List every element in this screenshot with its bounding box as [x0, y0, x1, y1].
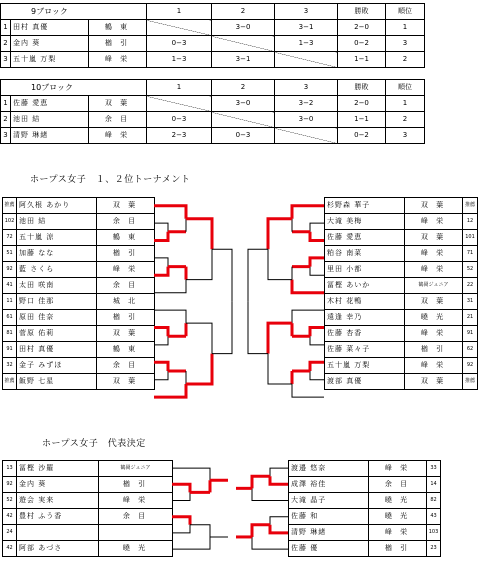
- player-name: 藍 さくら: [17, 262, 97, 278]
- wl-cell: 1−1: [338, 52, 386, 68]
- bracket-line: [172, 492, 190, 500]
- player-name: 五十嵐 涼: [17, 230, 97, 246]
- bracket-line: [292, 280, 324, 293]
- seed-number: 21: [463, 310, 478, 326]
- player-name: 菅原 佑莉: [17, 326, 97, 342]
- row-no: 2: [1, 36, 11, 52]
- team-name: 双 葉: [97, 198, 155, 214]
- team-name: 城 北: [97, 294, 155, 310]
- seed-number: 102: [3, 214, 17, 230]
- bracket-line: [154, 258, 168, 267]
- bracket-line: [212, 249, 232, 301]
- bracket-line: [154, 232, 168, 241]
- rank-cell: 2: [386, 52, 425, 68]
- bracket-line: [292, 384, 324, 397]
- rr9-head-1: 1: [147, 4, 212, 20]
- rank-cell: 1: [386, 20, 425, 36]
- seed-number: 61: [3, 310, 17, 326]
- player-name: 五十嵐 万梨: [325, 358, 405, 374]
- score-cell: 3−1: [275, 20, 338, 36]
- team-name: 双 葉: [405, 294, 463, 310]
- team-name: 峰 栄: [405, 358, 463, 374]
- player-name: 渡部 真優: [325, 374, 405, 390]
- seed-number: 33: [427, 461, 441, 477]
- seed-number: 92: [3, 477, 17, 493]
- team-name: 峰 栄: [369, 525, 427, 541]
- seed-number: 72: [3, 230, 17, 246]
- wl-cell: 1−1: [338, 112, 386, 128]
- seed-number: 92: [3, 262, 17, 278]
- bracket-line: [172, 537, 210, 549]
- bracket-line: [268, 354, 292, 384]
- team-name: 峰 栄: [405, 326, 463, 342]
- team-name: 峰 栄: [97, 262, 155, 278]
- seed-number: 91: [3, 342, 17, 358]
- rr10-head-1: 1: [147, 80, 212, 96]
- player-name: 佐藤 愛恵: [325, 230, 405, 246]
- bracket-line: [310, 267, 324, 276]
- bracket-line: [270, 476, 288, 484]
- row-no: 3: [1, 52, 11, 68]
- player-name: 田村 真優: [17, 342, 97, 358]
- team-name: 峰 栄: [405, 262, 463, 278]
- bracket-line: [154, 362, 168, 371]
- bracket-line: [270, 517, 288, 525]
- player-name: 阿部 あづさ: [17, 541, 99, 557]
- bracket-line: [154, 310, 186, 323]
- rr10-head-wl: 勝敗: [338, 80, 386, 96]
- score-cell: 3−1: [212, 52, 275, 68]
- team-name: 楢 引: [89, 36, 147, 52]
- score-cell: 2−3: [147, 128, 212, 144]
- rr9-head-3: 3: [275, 4, 338, 20]
- player-name: 杉野森 華子: [325, 198, 405, 214]
- bracket-line: [252, 476, 270, 488]
- score-cell: 0−3: [212, 128, 275, 144]
- player-name: 金内 葵: [17, 477, 99, 493]
- seed-number: 推薦: [3, 198, 17, 214]
- team-name: 余 目: [89, 112, 147, 128]
- team-name: 楢 引: [369, 541, 427, 557]
- team-name: 双 葉: [89, 96, 147, 112]
- wl-cell: 0−2: [338, 128, 386, 144]
- team-name: 鶴岡ジュニア: [405, 278, 463, 294]
- player-name: 清野 琳緒: [289, 525, 369, 541]
- seed-number: 81: [3, 326, 17, 342]
- seed-number: 24: [3, 525, 17, 541]
- bracket-line: [270, 468, 288, 476]
- team-name: 余 目: [97, 358, 155, 374]
- player-name: 佐藤 菜々子: [325, 342, 405, 358]
- bracket-line: [172, 484, 190, 492]
- team-name: 双 葉: [405, 198, 463, 214]
- row-no: 1: [1, 96, 11, 112]
- player-name: 冨樫 あいか: [325, 278, 405, 294]
- seed-number: 12: [463, 214, 478, 230]
- rr9-head-wl: 勝敗: [338, 4, 386, 20]
- bracket-line: [154, 328, 168, 337]
- bracket-line: [270, 525, 288, 533]
- seed-number: 推薦: [463, 374, 478, 390]
- row-no: 2: [1, 112, 11, 128]
- player-name: 原田 佳奈: [17, 310, 97, 326]
- player-name: 五十嵐 万梨: [11, 52, 89, 68]
- seed-number: 23: [427, 541, 441, 557]
- team-name: 楢 引: [97, 310, 155, 326]
- rr10-head-3: 3: [275, 80, 338, 96]
- team-name: 曉 光: [369, 493, 427, 509]
- player-name: 遠逢 幸乃: [325, 310, 405, 326]
- player-name: 加藤 なな: [17, 246, 97, 262]
- bracket-line: [292, 206, 324, 219]
- team-name: 鶴 東: [97, 230, 155, 246]
- player-name: 金内 葵: [11, 36, 89, 52]
- seed-number: 13: [3, 461, 17, 477]
- bracket-line: [154, 384, 186, 397]
- bracket-line: [186, 219, 212, 249]
- bracket-line: [190, 525, 210, 537]
- bracket-line: [268, 219, 292, 249]
- team-name: 楢 引: [97, 246, 155, 262]
- team-name: 余 目: [99, 509, 173, 525]
- team-name: 楢 引: [405, 342, 463, 358]
- bracket-line: [172, 525, 190, 533]
- team-name: 余 目: [97, 278, 155, 294]
- bracket-line: [154, 280, 186, 293]
- player-name: 里田 小都: [325, 262, 405, 278]
- player-name: 佐藤 和: [289, 509, 369, 525]
- tourn1-title: ホープス女子 １、２位トーナメント: [30, 175, 191, 185]
- seed-number: 71: [463, 246, 478, 262]
- player-name: 佐藤 愛恵: [11, 96, 89, 112]
- tourn2-title: ホープス女子 代表決定: [42, 439, 146, 449]
- seed-number: 43: [427, 509, 441, 525]
- player-name: 粕谷 南菜: [325, 246, 405, 262]
- bracket-line: [310, 362, 324, 371]
- team-name: 曉 光: [369, 509, 427, 525]
- bracket-line: [252, 525, 270, 537]
- team-name: 双 葉: [97, 326, 155, 342]
- seed-number: 62: [463, 342, 478, 358]
- bracket-line: [310, 232, 324, 241]
- wl-cell: 2−0: [338, 96, 386, 112]
- bracket-line: [292, 310, 324, 323]
- bracket-line: [310, 223, 324, 232]
- bracket-line: [186, 249, 212, 279]
- seed-number: 22: [463, 278, 478, 294]
- player-name: 飯野 七星: [17, 374, 97, 390]
- bracket-line: [252, 537, 288, 549]
- team-name: 余 目: [97, 214, 155, 230]
- seed-number: 42: [3, 541, 17, 557]
- team-name: 余 目: [369, 477, 427, 493]
- rank-cell: 1: [386, 96, 425, 112]
- row-no: 1: [1, 20, 11, 36]
- score-cell: 1−3: [275, 36, 338, 52]
- score-cell: 3−0: [212, 96, 275, 112]
- player-name: 清野 琳緒: [11, 128, 89, 144]
- bracket-line: [252, 488, 288, 500]
- seed-number: 31: [463, 294, 478, 310]
- team-name: 峰 栄: [369, 461, 427, 477]
- bracket-line: [268, 323, 292, 353]
- bracket-line: [310, 371, 324, 380]
- score-cell: 3−2: [275, 96, 338, 112]
- bracket-line: [248, 249, 268, 301]
- team-name: 峰 栄: [89, 128, 147, 144]
- team-name: 峰 栄: [405, 246, 463, 262]
- seed-number: 52: [3, 493, 17, 509]
- row-no: 3: [1, 128, 11, 144]
- wl-cell: 0−2: [338, 36, 386, 52]
- seed-number: 82: [427, 493, 441, 509]
- seed-number: 42: [3, 509, 17, 525]
- player-name: 野口 佳那: [17, 294, 97, 310]
- team-name: 鶴 東: [89, 20, 147, 36]
- bracket-line: [186, 323, 212, 353]
- rank-cell: 3: [386, 128, 425, 144]
- bracket-line: [154, 223, 168, 232]
- player-name: 冨樫 沙羅: [17, 461, 99, 477]
- team-name: 鶴 東: [97, 342, 155, 358]
- seed-number: 11: [3, 294, 17, 310]
- seed-number: 101: [463, 230, 478, 246]
- seed-number: 推薦: [3, 374, 17, 390]
- rr9-head-rank: 順位: [386, 4, 425, 20]
- player-name: 金子 みずほ: [17, 358, 97, 374]
- bracket-line: [172, 517, 190, 525]
- score-cell: 0−3: [147, 112, 212, 128]
- seed-number: 14: [427, 477, 441, 493]
- player-name: 大滝 晶子: [289, 493, 369, 509]
- bracket-line: [310, 336, 324, 345]
- rank-cell: 3: [386, 36, 425, 52]
- player-name: 木村 花鴨: [325, 294, 405, 310]
- score-cell: 3−0: [212, 20, 275, 36]
- score-cell: 1−3: [147, 52, 212, 68]
- seed-number: 103: [427, 525, 441, 541]
- player-name: 太田 咲南: [17, 278, 97, 294]
- seed-number: 91: [463, 326, 478, 342]
- score-cell: 0−3: [147, 36, 212, 52]
- bracket-line: [154, 371, 168, 380]
- bracket-line: [310, 328, 324, 337]
- rr10-title: 10ブロック: [1, 80, 147, 96]
- rr9-title: 9ブロック: [1, 4, 147, 20]
- seed-number: 52: [463, 262, 478, 278]
- seed-number: 51: [3, 246, 17, 262]
- team-name: 峰 栄: [405, 214, 463, 230]
- player-name: 成澤 裕佳: [289, 477, 369, 493]
- player-name: 佐藤 杏香: [325, 326, 405, 342]
- wl-cell: 2−0: [338, 20, 386, 36]
- team-name: 峰 栄: [89, 52, 147, 68]
- player-name: 渡邉 悠奈: [289, 461, 369, 477]
- bracket-line: [310, 258, 324, 267]
- team-name: 双 葉: [97, 374, 155, 390]
- player-name: 豊村 ふう香: [17, 509, 99, 525]
- bracket-line: [154, 336, 168, 345]
- bracket-line: [172, 468, 210, 480]
- team-name: 双 葉: [405, 230, 463, 246]
- rr10-head-rank: 順位: [386, 80, 425, 96]
- player-name: 大滝 美梅: [325, 214, 405, 230]
- team-name: 曉 光: [99, 541, 173, 557]
- seed-number: 41: [3, 278, 17, 294]
- seed-number: 32: [3, 358, 17, 374]
- score-cell: 3−0: [275, 112, 338, 128]
- team-name: 楢 引: [99, 477, 173, 493]
- player-name: 田村 真優: [11, 20, 89, 36]
- player-name: 阿久根 あかり: [17, 198, 97, 214]
- bracket-line: [186, 354, 212, 384]
- rr9-head-2: 2: [212, 4, 275, 20]
- rank-cell: 2: [386, 112, 425, 128]
- team-name: 曉 光: [405, 310, 463, 326]
- team-name: 鶴岡ジュニア: [99, 461, 173, 477]
- bracket-line: [212, 301, 232, 353]
- team-name: 峰 栄: [99, 493, 173, 509]
- bracket-line: [154, 206, 186, 219]
- team-name: 双 葉: [405, 374, 463, 390]
- player-name: 池田 結: [11, 112, 89, 128]
- seed-number: 推薦: [463, 198, 478, 214]
- player-name: 佐藤 優: [289, 541, 369, 557]
- bracket-line: [248, 301, 268, 353]
- player-name: 池田 結: [17, 214, 97, 230]
- bracket-line: [268, 249, 292, 279]
- bracket-line: [154, 267, 168, 276]
- seed-number: 92: [463, 358, 478, 374]
- rr10-head-2: 2: [212, 80, 275, 96]
- player-name: 遊会 実来: [17, 493, 99, 509]
